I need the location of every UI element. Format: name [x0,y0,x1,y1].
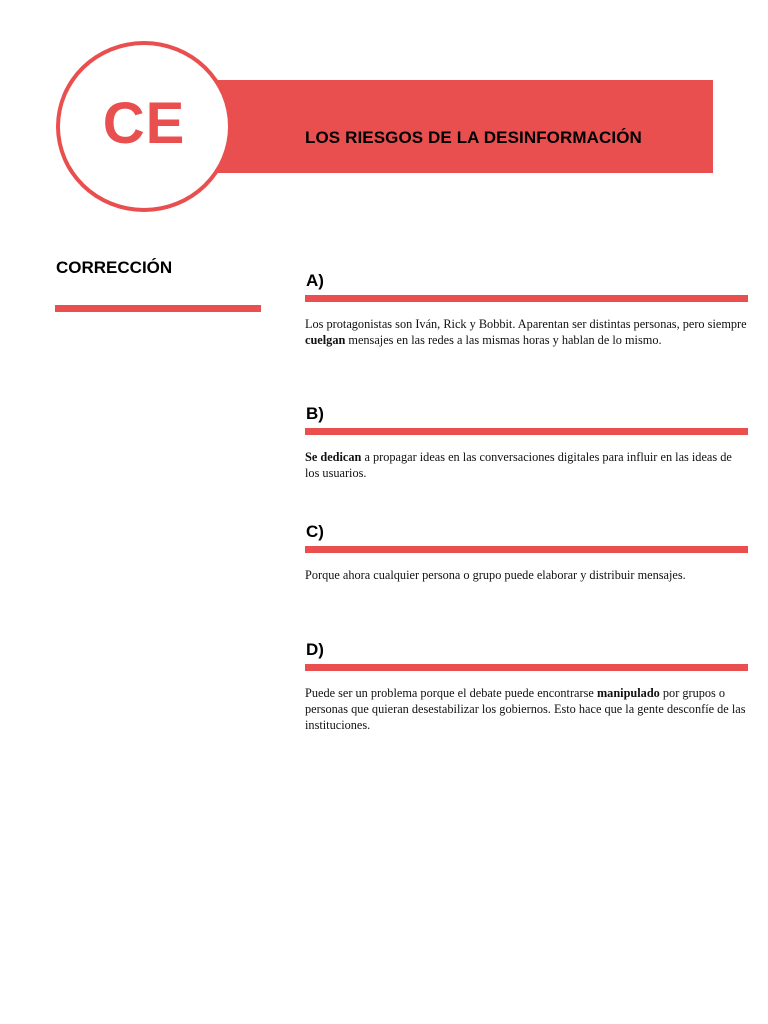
section-d [305,640,748,733]
section-divider [305,428,748,435]
body-bold-term: Se dedican [305,450,362,464]
body-text: a propagar ideas en las conversaciones digitales para influir en las ideas de los usuarios. [305,450,732,480]
section-body [305,685,748,733]
section-c [305,522,748,583]
section-body [305,449,748,481]
section-label: A) [306,271,324,290]
section-divider [305,664,748,671]
section-body [305,567,748,583]
sidebar-title: CORRECCIÓN [56,258,173,277]
section-b [305,404,748,481]
section-divider [305,546,748,553]
logo-badge [56,41,232,212]
body-text: Puede ser un problema porque el debate puede encontrarse [305,686,597,700]
section-label: C) [306,522,324,541]
section-body [305,316,748,348]
section-a [305,271,748,348]
body-bold-term: cuelgan [305,333,346,347]
body-text: por grupos o personas que quieran desestabilizar los gobiernos. Esto hace que la gente desconfíe de las instituciones. [305,686,746,732]
body-bold-term: manipulado [596,686,660,700]
body-text: Porque ahora cualquier persona o grupo puede elaborar y distribuir mensajes. [305,568,686,582]
section-label: D) [306,640,324,659]
page-title: LOS RIESGOS DE LA DESINFORMACIÓN [305,128,642,147]
body-text: mensajes en las redes a las mismas horas y hablan de lo mismo. [345,333,662,347]
section-divider [305,295,748,302]
sidebar-divider [55,305,261,312]
body-text: Los protagonistas son Iván, Rick y Bobbit. Aparentan ser distintas personas, pero siempre [305,317,747,331]
header-banner [200,80,713,173]
section-label: B) [306,404,324,423]
logo-text: CE [102,91,186,156]
